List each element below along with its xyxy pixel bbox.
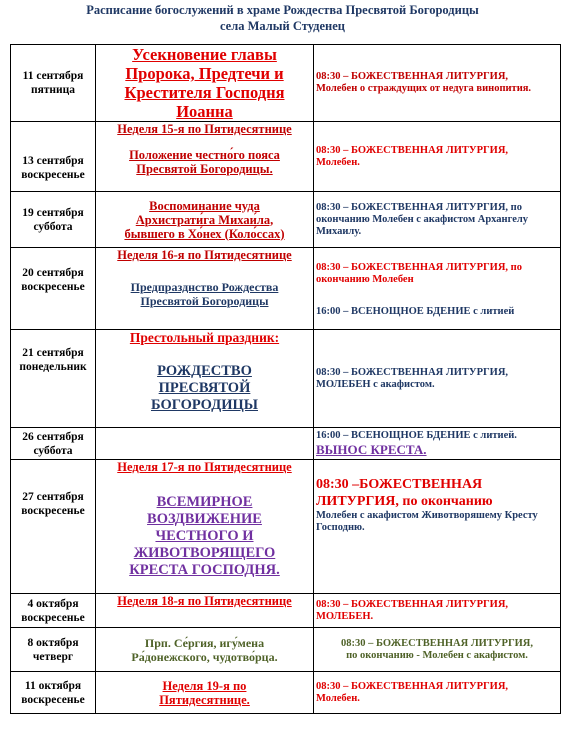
table-row xyxy=(11,594,561,628)
table-row xyxy=(11,460,561,594)
service-line: 08:30 – БОЖЕСТВЕННАЯ ЛИТУРГИЯ, xyxy=(340,637,534,649)
feast-line: ЧЕСТНОГО И xyxy=(155,528,254,544)
date-day: 26 сентября xyxy=(22,430,84,443)
feast-line: ЖИВОТВОРЯЩЕГО xyxy=(133,545,276,561)
feast-line: Пресвятой Богородицы. xyxy=(136,162,273,176)
date-cell xyxy=(11,460,96,594)
service-cell xyxy=(314,628,561,672)
feast-line: Архистрати́га Михаи́ла, xyxy=(135,212,274,227)
service-line: Молебен с акафистом Животворяшему Кресту Господню. xyxy=(316,510,538,533)
feast-week: Неделя 16-я по Пятидесятнице xyxy=(117,248,292,262)
table-row xyxy=(11,628,561,672)
service-line: 08:30 – БОЖЕСТВЕННАЯ ЛИТУРГИЯ, по окончанию Молебен xyxy=(316,262,522,285)
service-line: МОЛЕБЕН. xyxy=(316,610,374,622)
service-line: 08:30 – БОЖЕСТВЕННАЯ ЛИТУРГИЯ, xyxy=(316,598,509,610)
feast-week: Неделя 15-я по Пятидесятнице xyxy=(117,122,292,136)
feast-line: БОГОРОДИЦЫ xyxy=(150,397,258,413)
service-cell xyxy=(314,330,561,428)
date-day: 11 октября xyxy=(24,679,82,692)
service-extra: ВЫНОС КРЕСТА. xyxy=(316,442,427,457)
feast-line: Иоанна xyxy=(176,102,233,121)
date-cell xyxy=(11,45,96,122)
feast-cell xyxy=(96,672,314,714)
schedule-header xyxy=(0,2,565,34)
date-cell xyxy=(11,122,96,192)
service-cell xyxy=(314,460,561,594)
service-evening: 16:00 – ВСЕНОЩНОЕ БДЕНИЕ с литией xyxy=(316,306,515,317)
feast-line: РОЖДЕСТВО xyxy=(157,363,252,379)
date-weekday: четверг xyxy=(32,650,74,663)
date-cell xyxy=(11,330,96,428)
date-cell xyxy=(11,594,96,628)
date-cell xyxy=(11,628,96,672)
table-row xyxy=(11,428,561,460)
feast-cell xyxy=(96,594,314,628)
service-line-big: ЛИТУРГИЯ, по окончанию xyxy=(316,494,493,509)
feast-line: Ра́донежского, чудотво́рца. xyxy=(131,649,278,664)
service-line: Молебен. xyxy=(316,156,360,168)
feast-cell xyxy=(96,330,314,428)
feast-line: Пресвятой Богородицы xyxy=(140,294,269,308)
feast-cell xyxy=(96,460,314,594)
service-cell xyxy=(314,45,561,122)
date-weekday: воскресенье xyxy=(21,505,85,517)
service-cell xyxy=(314,122,561,192)
feast-week: Престольный праздник: xyxy=(129,330,280,345)
date-cell xyxy=(11,248,96,330)
feast-cell xyxy=(96,122,314,192)
feast-line: ПРЕСВЯТОЙ xyxy=(158,380,251,396)
feast-cell xyxy=(96,192,314,248)
feast-line: ВСЕМИРНОЕ xyxy=(156,494,253,510)
service-evening: 16:00 – ВСЕНОЩНОЕ БДЕНИЕ с литией. xyxy=(316,430,517,441)
service-line: 08:30 – БОЖЕСТВЕННАЯ ЛИТУРГИЯ, по окончанию Молебен с акафистом Архангелу Михаилу. xyxy=(316,201,529,237)
feast-line: КРЕСТА ГОСПОДНЯ. xyxy=(129,562,280,578)
feast-week: Неделя 18-я по Пятидесятнице xyxy=(117,594,292,608)
feast-cell xyxy=(96,428,314,460)
feast-week: Неделя 17-я по Пятидесятнице xyxy=(117,460,292,474)
header-subtitle: села Малый Студенец xyxy=(219,19,346,33)
table-row xyxy=(11,192,561,248)
date-weekday: суббота xyxy=(33,220,73,233)
feast-line: Пятидесятнице. xyxy=(159,692,250,707)
feast-line: Усекновение главы xyxy=(132,45,277,64)
service-cell xyxy=(314,192,561,248)
service-line: 08:30 – БОЖЕСТВЕННАЯ ЛИТУРГИЯ, xyxy=(316,144,509,156)
feast-line: Воспоминание чуда xyxy=(149,198,260,213)
table-row xyxy=(11,248,561,330)
date-day: 20 сентября xyxy=(22,267,84,279)
date-cell xyxy=(11,192,96,248)
date-day: 11 сентября xyxy=(22,70,84,82)
table-row xyxy=(11,672,561,714)
date-day: 8 октября xyxy=(27,636,79,649)
feast-line: Предпразднство Рождества xyxy=(130,280,279,294)
date-day: 27 сентября xyxy=(22,491,84,503)
header-title: Расписание богослужений в храме Рождества Пресвятой Богородицы xyxy=(86,3,479,17)
feast-cell xyxy=(96,628,314,672)
feast-cell xyxy=(96,45,314,122)
date-day: 19 сентября xyxy=(22,206,84,219)
date-weekday: воскресенье xyxy=(21,611,85,624)
feast-line: Пророка, Предтечи и xyxy=(125,64,284,83)
feast-line: Прп. Се́ргия, игу́мена xyxy=(144,635,265,650)
service-line: 08:30 – БОЖЕСТВЕННАЯ ЛИТУРГИЯ, xyxy=(316,366,509,378)
date-weekday: воскресенье xyxy=(21,693,85,706)
date-day: 4 октября xyxy=(27,597,79,610)
date-cell xyxy=(11,428,96,460)
table-row xyxy=(11,330,561,428)
table-row xyxy=(11,122,561,192)
date-weekday: понедельник xyxy=(19,361,87,373)
date-day: 21 сентября xyxy=(22,347,84,359)
service-line: по окончанию - Молебен с акафистом. xyxy=(346,649,528,661)
feast-line: Положение честно́го пояса xyxy=(129,148,280,162)
date-weekday: пятница xyxy=(30,84,76,96)
feast-line: Неделя 19-я по xyxy=(162,678,247,693)
feast-line: бывшего в Хо́нех (Коло́ссах) xyxy=(124,226,285,241)
feast-line: ВОЗДВИЖЕНИЕ xyxy=(147,511,262,527)
service-line: 08:30 – БОЖЕСТВЕННАЯ ЛИТУРГИЯ, xyxy=(316,71,509,82)
table-row xyxy=(11,45,561,122)
service-line: Молебен. xyxy=(316,692,360,704)
date-cell xyxy=(11,672,96,714)
schedule-table xyxy=(10,44,561,714)
date-weekday: воскресенье xyxy=(21,281,85,293)
service-line: 08:30 – БОЖЕСТВЕННАЯ ЛИТУРГИЯ, xyxy=(316,680,509,692)
service-cell xyxy=(314,594,561,628)
service-line: МОЛЕБЕН с акафистом. xyxy=(316,378,435,390)
service-line-big: 08:30 –БОЖЕСТВЕННАЯ xyxy=(316,477,483,492)
service-line: Молебен о страждущих от недуга винопития. xyxy=(316,83,532,94)
date-weekday: воскресенье xyxy=(21,168,85,181)
date-day: 13 сентября xyxy=(22,154,84,167)
service-cell xyxy=(314,428,561,460)
service-cell xyxy=(314,248,561,330)
feast-cell xyxy=(96,248,314,330)
date-weekday: суббота xyxy=(33,444,73,457)
service-cell xyxy=(314,672,561,714)
feast-line: Крестителя Господня xyxy=(124,83,285,102)
